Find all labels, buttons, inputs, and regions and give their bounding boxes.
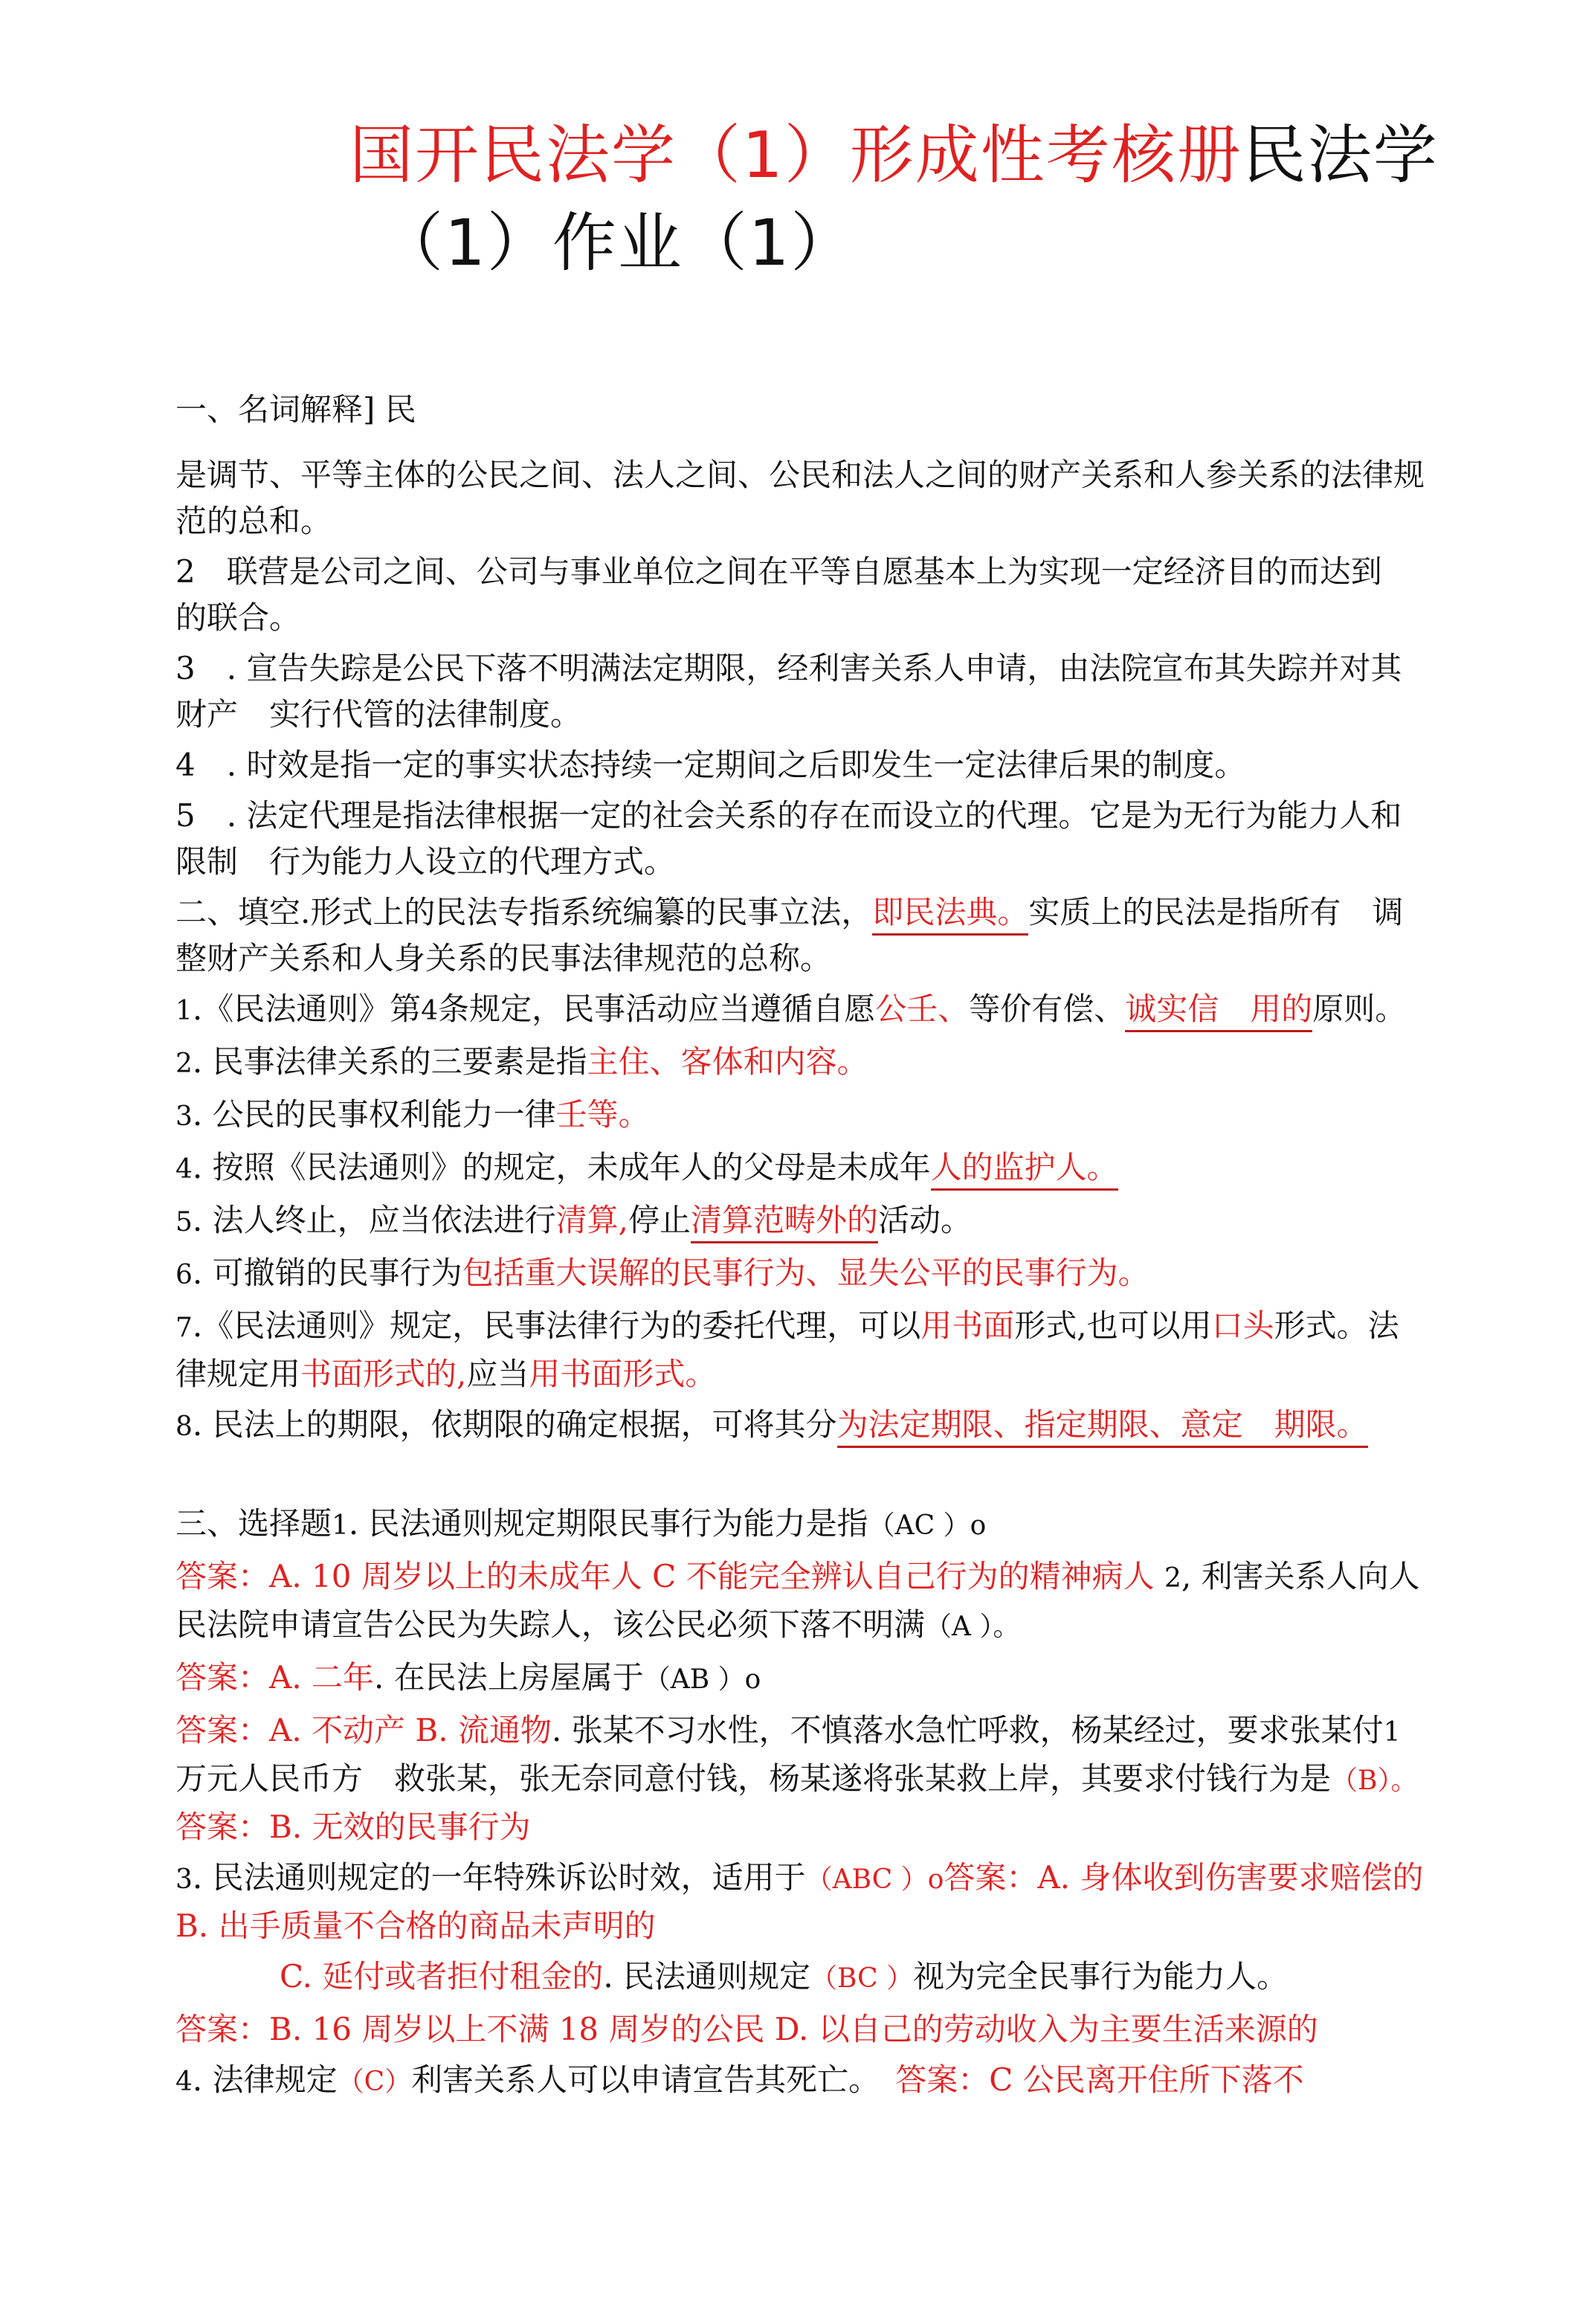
answer-text: C. 延付或者拒付租金的 xyxy=(280,1958,604,1995)
document-body xyxy=(175,387,1425,2110)
spacer xyxy=(175,1455,1425,1501)
answer-text: 答案：B. 16 周岁以上不满 18 周岁的公民 D. 以自己的劳动收入为主要生活来源的 xyxy=(175,2011,1318,2047)
choice-line-3: 答案：A. 二年. 在民法上房屋属于（AB ）o xyxy=(175,1659,761,1696)
section1-heading: 一、名词解释] 民 xyxy=(175,391,416,428)
choice-line-1: 三、选择题1. 民法通则规定期限民事行为能力是指（AC ）o xyxy=(175,1505,987,1542)
choice-line-2: 答案：A. 10 周岁以上的未成年人 C 不能完全辨认自己行为的精神病人 2, 利害关系人向人民法院申请宣告公民为失踪人，该公民必须下落不明满（A ）。 xyxy=(175,1558,1420,1643)
answer-fill: 壬等。 xyxy=(555,1096,650,1133)
page-title xyxy=(349,112,1450,287)
fill-question-7: 7.《民法通则》规定，民事法律行为的委托代理，可以用书面形式,也可以用口头形式。法律规定用书面形式的,应当用书面形式。 xyxy=(175,1307,1399,1392)
answer-text: 答案：B. 无效的民事行为 xyxy=(175,1809,531,1845)
fill-question-4: 4. 按照《民法通则》的规定，未成年人的父母是未成年人的监护人。 xyxy=(175,1145,1425,1193)
choice-line-5: 3. 民法通则规定的一年特殊诉讼时效，适用于（ABC ）o答案：A. 身体收到伤害要求赔偿的 B. 出手质量不合格的商品未声明的 xyxy=(175,1859,1424,1944)
answer-text: 答案：C 公民离开住所下落不 xyxy=(895,2061,1304,2098)
answer-fill: 用书面形式。 xyxy=(529,1356,717,1392)
choice-line-7 xyxy=(175,2006,1425,2053)
answer-fill: 公壬、 xyxy=(875,991,970,1027)
answer-fill: 包括重大误解的民事行为、显失公平的民事行为。 xyxy=(462,1255,1149,1291)
section1-item-2: 2 联营是公司之间、公司与事业单位之间在平等自愿基本上为实现一定经济目的而达到 的联合。 xyxy=(175,553,1413,636)
title-red-part: 国开民法学（1）形成性考核册 xyxy=(349,118,1242,193)
section1-item-5: 5 . 法定代理是指法律根据一定的社会关系的存在而设立的代理。它是为无行为能力人和限制 行为能力人设立的代理方式。 xyxy=(175,797,1402,880)
fill-question-3: 3. 公民的民事权利能力一律壬等。 xyxy=(175,1096,650,1133)
answer-fill: 口头 xyxy=(1211,1307,1274,1344)
section2-intro: 二、填空.形式上的民法专指系统编纂的民事立法，即民法典。实质上的民法是指所有 调整财产关系和人身关系的民事法律规范的总称。 xyxy=(175,894,1404,976)
answer-fill: 清算范畴外的 xyxy=(691,1202,878,1243)
answer-fill: 书面形式的, xyxy=(300,1356,467,1392)
answer-fill: 人的监护人。 xyxy=(931,1149,1118,1191)
choice-line-4: 答案：A. 不动产 B. 流通物. 张某不习水性，不慎落水急忙呼救，杨某经过，要求张某付1万元人民币方 救张某，张无奈同意付钱，杨某遂将张某救上岸，其要求付钱行为是（B）。 答案：B. 无效的民事行为 xyxy=(175,1712,1405,1845)
fill-question-1: 1.《民法通则》第4条规定，民事活动应当遵循自愿公壬、等价有偿、诚实信 用的原则。 xyxy=(175,986,1425,1034)
answer-text: 答案：A. 二年 xyxy=(175,1659,375,1696)
answer-fill: 清算, xyxy=(555,1202,628,1238)
choice-line-8: 4. 法律规定（C）利害关系人可以申请宣告其死亡。 答案：C 公民离开住所下落不 xyxy=(175,2061,1304,2098)
title-black-part: 民法学 xyxy=(1242,118,1439,193)
fill-question-2: 2. 民事法律关系的三要素是指主住、客体和内容。 xyxy=(175,1043,868,1080)
section1-item-4: 4 . 时效是指一定的事实状态持续一定期间之后即发生一定法律后果的制度。 xyxy=(175,747,1246,783)
answer-text: 答案：A. 不动产 B. 流通物 xyxy=(175,1712,552,1748)
answer-fill: 诚实信 用的 xyxy=(1125,991,1312,1032)
fill-question-6: 6. 可撤销的民事行为包括重大误解的民事行为、显失公平的民事行为。 xyxy=(175,1255,1149,1291)
answer-fill: 意定 期限。 xyxy=(1181,1406,1368,1448)
section1-item-1: 是调节、平等主体的公民之间、法人之间、公民和法人之间的财产关系和人参关系的法律规范的总和。 xyxy=(175,457,1425,539)
answer-text: 答案：A. 10 周岁以上的未成年人 C 不能完全辨认自己行为的精神病人 xyxy=(175,1558,1155,1594)
choice-line-6: C. 延付或者拒付租金的. 民法通则规定（BC ）视为完全民事行为能力人。 xyxy=(280,1958,1289,1995)
title-line-2: （1）作业（1） xyxy=(379,206,857,280)
fill-question-8: 8. 民法上的期限，依期限的确定根据，可将其分为法定期限、指定期限、意定 期限。 xyxy=(175,1402,1425,1450)
answer-fill: 用书面 xyxy=(920,1307,1015,1344)
answer-text: 答案：A. 身体收到伤害要求赔偿的 B. 出手质量不合格的商品未声明的 xyxy=(175,1859,1424,1944)
section1-item-3: 3 . 宣告失踪是公民下落不明满法定期限，经利害关系人申请，由法院宣布其失踪并对其财产 实行代管的法律制度。 xyxy=(175,650,1402,733)
answer-fill: 为法定期限、 xyxy=(837,1406,1025,1448)
answer-fill: 主住、客体和内容。 xyxy=(587,1043,868,1080)
answer-fill: 指定期限、 xyxy=(1025,1406,1181,1448)
answer-fill: 即民法典。 xyxy=(872,894,1028,936)
fill-question-5: 5. 法人终止，应当依法进行清算,停止清算范畴外的活动。 xyxy=(175,1197,1425,1246)
